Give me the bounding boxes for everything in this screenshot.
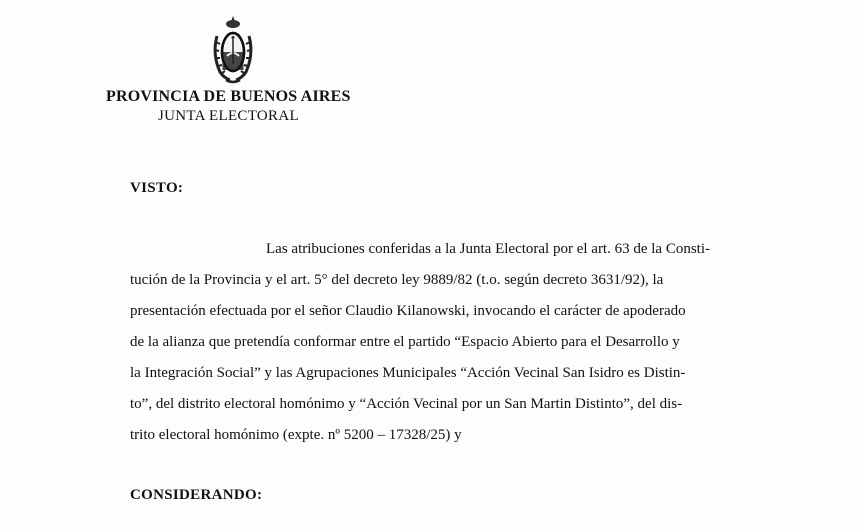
body-line: tución de la Provincia y el art. 5° del decreto ley 9889/82 (t.o. según decreto 3631/92), la <box>130 272 664 288</box>
org-subtitle: JUNTA ELECTORAL <box>158 108 299 124</box>
visto-heading: VISTO: <box>130 180 184 196</box>
org-name: PROVINCIA DE BUENOS AIRES <box>106 88 351 105</box>
body-line: Las atribuciones conferidas a la Junta Electoral por el art. 63 de la Consti- <box>266 241 711 257</box>
body-line: to”, del distrito electoral homónimo y “Acción Vecinal por un San Martin Distinto”, del dis- <box>130 396 683 412</box>
considerando-heading: CONSIDERANDO: <box>130 487 263 503</box>
body-line: trito electoral homónimo (expte. nº 5200 – 17328/25) y <box>130 427 462 443</box>
body-line: presentación efectuada por el señor Claudio Kilanowski, invocando el carácter de apoderado <box>130 303 686 319</box>
provincial-coat-of-arms-icon <box>210 14 256 86</box>
body-line: de la alianza que pretendía conformar entre el partido “Espacio Abierto para el Desarrollo y <box>130 334 680 350</box>
body-line: la Integración Social” y las Agrupaciones Municipales “Acción Vecinal San Isidro es Distin- <box>130 365 686 381</box>
